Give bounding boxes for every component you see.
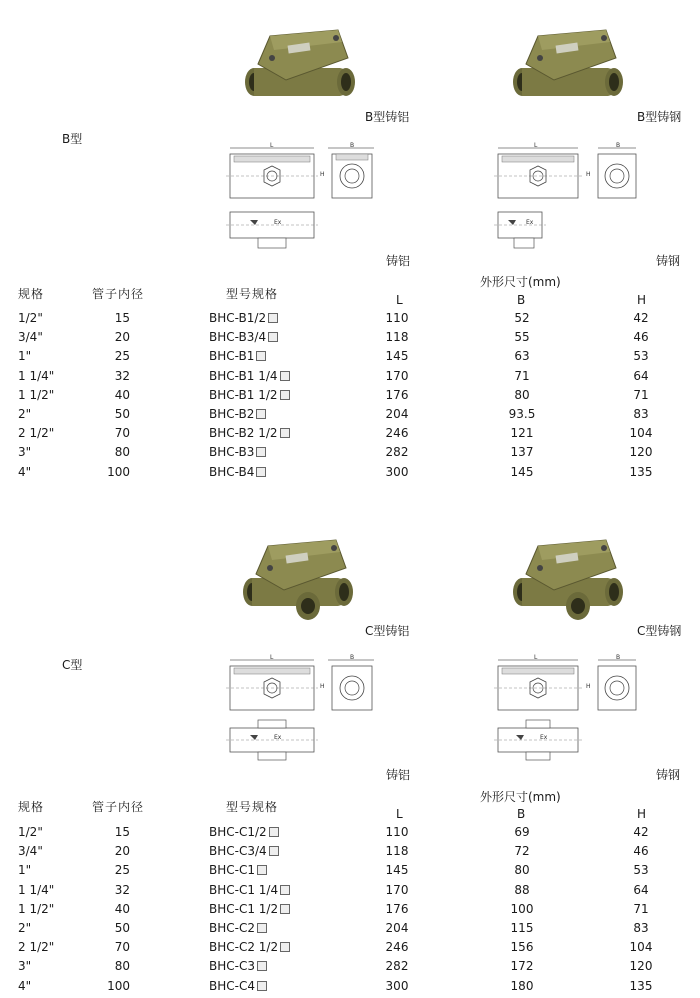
inner-dia-cell: 70 bbox=[114, 426, 130, 441]
size-cell: 1" bbox=[18, 863, 32, 878]
b-steel-drawing bbox=[490, 140, 650, 255]
c-steel-drawing bbox=[490, 652, 650, 767]
b-cell: 145 bbox=[510, 464, 534, 479]
l-cell: 300 bbox=[385, 464, 409, 479]
size-cell: 3" bbox=[18, 445, 32, 460]
h-cell: 71 bbox=[633, 901, 649, 916]
table-row bbox=[0, 426, 700, 445]
placeholder-box-icon bbox=[257, 865, 267, 875]
size-cell: 1 1/2" bbox=[18, 901, 55, 916]
size-cell: 1 1/2" bbox=[18, 387, 55, 402]
table-row bbox=[0, 349, 700, 368]
l-cell: 145 bbox=[385, 863, 409, 878]
placeholder-box-icon bbox=[257, 923, 267, 933]
l-cell: 282 bbox=[385, 959, 409, 974]
placeholder-box-icon bbox=[269, 846, 279, 856]
b-aluminum-drawing bbox=[222, 140, 382, 255]
h-cell: 83 bbox=[633, 407, 649, 421]
table-row bbox=[0, 388, 700, 407]
h-cell: 64 bbox=[633, 882, 649, 897]
inner-dia-cell: 15 bbox=[114, 825, 130, 839]
inner-dia-cell: 40 bbox=[114, 901, 130, 916]
size-cell: 1 1/4" bbox=[18, 882, 55, 897]
b-cell: 137 bbox=[510, 445, 534, 460]
c-header-l: L bbox=[396, 807, 404, 821]
table-row bbox=[0, 959, 700, 978]
b-cell: 80 bbox=[514, 387, 530, 402]
table-row bbox=[0, 330, 700, 349]
b-steel-photo-caption: B型铸钢 bbox=[637, 110, 682, 124]
model-cell: BHC-C1 1/2 bbox=[209, 902, 290, 916]
l-cell: 204 bbox=[385, 407, 409, 421]
b-cell: 55 bbox=[514, 330, 530, 345]
dim-h-label: H bbox=[320, 171, 325, 178]
table-row bbox=[0, 465, 700, 484]
h-cell: 46 bbox=[633, 330, 649, 345]
b-header-inner-dia: 管子内径 bbox=[92, 287, 145, 301]
inner-dia-cell: 40 bbox=[114, 387, 130, 402]
table-row bbox=[0, 369, 700, 388]
b-cell: 88 bbox=[514, 882, 530, 897]
b-cell: 100 bbox=[510, 901, 534, 916]
c-header-model: 型号规格 bbox=[226, 800, 279, 814]
size-cell: 2 1/2" bbox=[18, 426, 55, 441]
l-cell: 204 bbox=[385, 921, 409, 935]
table-row bbox=[0, 311, 700, 330]
placeholder-box-icon bbox=[280, 904, 290, 914]
h-cell: 120 bbox=[629, 959, 653, 974]
model-cell: BHC-C2 1/2 bbox=[209, 940, 290, 954]
l-cell: 110 bbox=[385, 825, 409, 839]
c-header-h: H bbox=[637, 807, 648, 821]
ex-label: Ex bbox=[540, 734, 548, 741]
h-cell: 104 bbox=[629, 426, 653, 441]
model-cell: BHC-C1 1/4 bbox=[209, 883, 290, 897]
l-cell: 246 bbox=[385, 426, 409, 441]
b-cell: 52 bbox=[514, 311, 530, 325]
size-cell: 3/4" bbox=[18, 330, 43, 345]
h-cell: 64 bbox=[633, 368, 649, 383]
placeholder-box-icon bbox=[280, 371, 290, 381]
dim-h-label: H bbox=[586, 683, 591, 690]
placeholder-box-icon bbox=[280, 390, 290, 400]
inner-dia-cell: 25 bbox=[114, 863, 130, 878]
placeholder-box-icon bbox=[257, 981, 267, 991]
b-cell: 69 bbox=[514, 825, 530, 839]
b-cell: 63 bbox=[514, 349, 530, 364]
size-cell: 1" bbox=[18, 349, 32, 364]
placeholder-box-icon bbox=[256, 467, 266, 477]
model-cell: BHC-B1 bbox=[209, 349, 266, 363]
dim-b-label: B bbox=[350, 142, 355, 149]
inner-dia-cell: 25 bbox=[114, 349, 130, 364]
b-cell: 156 bbox=[510, 940, 534, 955]
inner-dia-cell: 70 bbox=[114, 940, 130, 955]
c-header-inner-dia: 管子内径 bbox=[92, 800, 145, 814]
b-cell: 172 bbox=[510, 959, 534, 974]
model-cell: BHC-C4 bbox=[209, 979, 267, 993]
c-header-dims: 外形尺寸(mm) bbox=[480, 790, 561, 804]
c-steel-photo bbox=[508, 530, 628, 625]
size-cell: 1/2" bbox=[18, 825, 43, 839]
c-steel-drawing-caption: 铸钢 bbox=[656, 768, 681, 782]
b-cell: 93.5 bbox=[508, 407, 536, 421]
placeholder-box-icon bbox=[256, 351, 266, 361]
c-header-size: 规格 bbox=[18, 800, 45, 814]
b-header-l: L bbox=[396, 293, 404, 307]
l-cell: 110 bbox=[385, 311, 409, 325]
model-cell: BHC-B1 1/2 bbox=[209, 388, 290, 402]
inner-dia-cell: 32 bbox=[114, 368, 130, 383]
l-cell: 282 bbox=[385, 445, 409, 460]
b-steel-drawing-caption: 铸钢 bbox=[656, 254, 681, 268]
b-header-model: 型号规格 bbox=[226, 287, 279, 301]
inner-dia-cell: 100 bbox=[107, 978, 130, 993]
b-header-h: H bbox=[637, 293, 648, 307]
size-cell: 1 1/4" bbox=[18, 368, 55, 383]
placeholder-box-icon bbox=[280, 428, 290, 438]
h-cell: 135 bbox=[629, 978, 653, 993]
inner-dia-cell: 80 bbox=[114, 445, 130, 460]
c-aluminum-drawing bbox=[222, 652, 382, 767]
model-cell: BHC-C1/2 bbox=[209, 825, 279, 839]
dim-l-label: L bbox=[270, 142, 274, 149]
l-cell: 118 bbox=[385, 330, 409, 345]
l-cell: 176 bbox=[385, 901, 409, 916]
h-cell: 46 bbox=[633, 844, 649, 859]
h-cell: 71 bbox=[633, 387, 649, 402]
h-cell: 120 bbox=[629, 445, 653, 460]
b-aluminum-drawing-caption: 铸铝 bbox=[386, 254, 411, 268]
l-cell: 170 bbox=[385, 368, 409, 383]
inner-dia-cell: 50 bbox=[114, 921, 130, 935]
table-row bbox=[0, 445, 700, 464]
size-cell: 4" bbox=[18, 978, 32, 993]
b-header-size: 规格 bbox=[18, 287, 45, 301]
placeholder-box-icon bbox=[256, 409, 266, 419]
dim-h-label: H bbox=[586, 171, 591, 178]
table-row bbox=[0, 921, 700, 940]
l-cell: 145 bbox=[385, 349, 409, 364]
ex-label: Ex bbox=[274, 219, 282, 226]
b-type-label: B型 bbox=[62, 132, 83, 146]
l-cell: 170 bbox=[385, 882, 409, 897]
b-cell: 71 bbox=[514, 368, 530, 383]
size-cell: 2 1/2" bbox=[18, 940, 55, 955]
placeholder-box-icon bbox=[268, 332, 278, 342]
b-cell: 180 bbox=[510, 978, 534, 993]
b-cell: 80 bbox=[514, 863, 530, 878]
dim-l-label: L bbox=[534, 142, 538, 149]
inner-dia-cell: 50 bbox=[114, 407, 130, 421]
table-row bbox=[0, 825, 700, 844]
l-cell: 300 bbox=[385, 978, 409, 993]
b-cell: 121 bbox=[510, 426, 534, 441]
model-cell: BHC-B2 bbox=[209, 407, 266, 421]
dim-l-label: L bbox=[270, 654, 274, 661]
c-aluminum-photo-caption: C型铸铝 bbox=[365, 624, 410, 638]
model-cell: BHC-B1 1/4 bbox=[209, 369, 290, 383]
size-cell: 4" bbox=[18, 464, 32, 479]
l-cell: 118 bbox=[385, 844, 409, 859]
placeholder-box-icon bbox=[268, 313, 278, 323]
h-cell: 42 bbox=[633, 311, 649, 325]
c-aluminum-drawing-caption: 铸铝 bbox=[386, 768, 411, 782]
dim-b-label: B bbox=[616, 654, 621, 661]
b-aluminum-photo bbox=[240, 20, 360, 110]
dim-l-label: L bbox=[534, 654, 538, 661]
ex-label: Ex bbox=[274, 734, 282, 741]
placeholder-box-icon bbox=[280, 942, 290, 952]
inner-dia-cell: 20 bbox=[114, 844, 130, 859]
inner-dia-cell: 80 bbox=[114, 959, 130, 974]
l-cell: 246 bbox=[385, 940, 409, 955]
b-aluminum-photo-caption: B型铸铝 bbox=[365, 110, 410, 124]
placeholder-box-icon bbox=[257, 961, 267, 971]
model-cell: BHC-B3/4 bbox=[209, 330, 278, 344]
size-cell: 3" bbox=[18, 959, 32, 974]
table-row bbox=[0, 407, 700, 426]
model-cell: BHC-C1 bbox=[209, 863, 267, 877]
table-row bbox=[0, 863, 700, 882]
placeholder-box-icon bbox=[256, 447, 266, 457]
b-steel-photo bbox=[508, 20, 628, 110]
l-cell: 176 bbox=[385, 387, 409, 402]
dim-b-label: B bbox=[616, 142, 621, 149]
model-cell: BHC-B1/2 bbox=[209, 311, 278, 325]
table-row bbox=[0, 979, 700, 998]
model-cell: BHC-C3/4 bbox=[209, 844, 279, 858]
h-cell: 53 bbox=[633, 863, 649, 878]
b-cell: 72 bbox=[514, 844, 530, 859]
h-cell: 53 bbox=[633, 349, 649, 364]
size-cell: 2" bbox=[18, 407, 32, 421]
b-cell: 115 bbox=[510, 921, 534, 935]
c-type-label: C型 bbox=[62, 658, 83, 672]
size-cell: 2" bbox=[18, 921, 32, 935]
inner-dia-cell: 20 bbox=[114, 330, 130, 345]
c-header-b: B bbox=[517, 807, 527, 821]
b-header-b: B bbox=[517, 293, 527, 307]
h-cell: 104 bbox=[629, 940, 653, 955]
ex-label: Ex bbox=[526, 219, 534, 226]
dim-b-label: B bbox=[350, 654, 355, 661]
table-row bbox=[0, 883, 700, 902]
model-cell: BHC-B2 1/2 bbox=[209, 426, 290, 440]
b-header-dims: 外形尺寸(mm) bbox=[480, 275, 561, 289]
placeholder-box-icon bbox=[269, 827, 279, 837]
model-cell: BHC-B4 bbox=[209, 465, 266, 479]
model-cell: BHC-C2 bbox=[209, 921, 267, 935]
table-row bbox=[0, 940, 700, 959]
c-aluminum-photo bbox=[238, 530, 358, 625]
inner-dia-cell: 32 bbox=[114, 882, 130, 897]
table-row bbox=[0, 902, 700, 921]
placeholder-box-icon bbox=[280, 885, 290, 895]
inner-dia-cell: 15 bbox=[114, 311, 130, 325]
table-row bbox=[0, 844, 700, 863]
model-cell: BHC-B3 bbox=[209, 445, 266, 459]
h-cell: 83 bbox=[633, 921, 649, 935]
h-cell: 42 bbox=[633, 825, 649, 839]
h-cell: 135 bbox=[629, 464, 653, 479]
inner-dia-cell: 100 bbox=[107, 464, 130, 479]
model-cell: BHC-C3 bbox=[209, 959, 267, 973]
size-cell: 3/4" bbox=[18, 844, 43, 859]
c-steel-photo-caption: C型铸钢 bbox=[637, 624, 682, 638]
dim-h-label: H bbox=[320, 683, 325, 690]
size-cell: 1/2" bbox=[18, 311, 43, 325]
